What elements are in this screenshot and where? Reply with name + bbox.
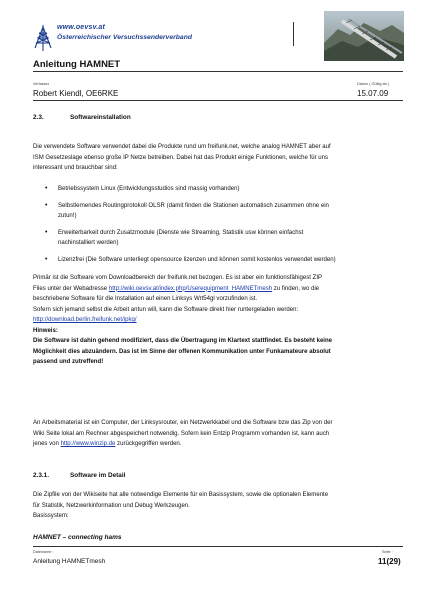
list-item-text: • Betriebssystem Linux (Entwicklungsstudios sind massig vorhanden) (58, 186, 240, 192)
list-item-text: • Selbstlernendes Routingprotokoll OLSR (damit finden die Stationen automatisch zusammen ohne ein (58, 202, 329, 209)
wiki-download-link[interactable]: http://wiki.oevsv.at/index.php/Userequipment_HAMNETmesh (108, 285, 273, 292)
hint-line: Möglichkeit dies abzuändern. Das ist im Sinne der offenen Kommunikation unter Funkamateure absolut (33, 348, 331, 355)
text-line: Die Zipfile von der Wikiseite hat alle notwendige Elemente für ein Basissystem, sowie die optionalen Elemente (33, 492, 329, 498)
intro-line: interessant und brauchbar sind: (33, 165, 118, 172)
feature-list (33, 184, 405, 271)
text-line: Sofern sich jemand selbst die Arbeit antun will, kann die Software direkt hier runtergeladen werden: (33, 306, 299, 313)
list-item-text: nachinstalliert werden) (58, 240, 119, 247)
org-name: Österreichischer Versuchssenderverband (57, 34, 192, 41)
document-title: Anleitung HAMNET (33, 59, 121, 70)
text-line: für Statistik, Netzwerkinformation und Debug Werkzeugen. (33, 502, 190, 509)
intro-line: ISM Gesetzeslage ebenso große IP Netze betreiben. Dabei hat das Produkt einige Funktionen, welche für uns (33, 154, 329, 161)
filename-value: Anleitung HAMNETmesh (33, 558, 106, 565)
section-title: Softwareinstallation (70, 114, 131, 121)
text-line (33, 315, 405, 326)
org-url: www.oevsv.at (57, 24, 106, 31)
title-rule (33, 71, 403, 72)
list-item (33, 184, 405, 195)
list-item (33, 201, 405, 222)
hint-line: Die Software ist dahin gehend modifiziert, dass die Übertragung im Klartext stattfindet. Es besteht keine (33, 338, 333, 345)
date-label: Datum ( Gültig ab ) (357, 82, 390, 86)
hint-label: Hinweis: (33, 327, 58, 334)
subsection-title: Software im Detail (70, 472, 126, 479)
text-line: An Arbeitsmaterial ist ein Computer, der Linksysrouter, ein Netzwerkkabel und die Software bzw das Zip von der (33, 420, 333, 426)
page-number: 11(29) (378, 557, 401, 566)
hint-line: passend und zutreffend! (33, 359, 104, 366)
subsection-number: 2.3.1. (33, 472, 49, 479)
list-item-text: • Lizenzfrei (Die Software unterliegt opensource lizenzen und können somit kostenlos verwendet werden) (58, 256, 336, 263)
detail-paragraph (33, 490, 405, 522)
text-line: Primär ist die Software vom Downloadbereich der freifunk.net bezogen. Es ist aber ein funktionsfähigest ZIP (33, 275, 323, 281)
list-item (33, 255, 405, 266)
author-value: Robert Kiendl, OE6RKE (33, 89, 119, 98)
list-item-text: • Erweiterbarkeit durch Zusatzmodule (Dienste wie Streaming, Statistik usw können einfachst (58, 229, 304, 236)
header-divider (293, 22, 294, 46)
text-line (33, 439, 405, 450)
text-line: Wiki Seite lokal am Rechner abgespeichert notwendig. Sofern kein Entzip Programm vorhanden ist, kann auch (33, 430, 330, 437)
materials-paragraph (33, 418, 405, 450)
filename-label: Dateiname : (33, 550, 54, 554)
footer-caption: HAMNET – connecting hams (33, 534, 122, 541)
page-label: Seite : (382, 550, 393, 554)
intro-paragraph (33, 142, 405, 174)
text-line (33, 284, 405, 295)
text-line: beschriebene Software für die Installation auf einen Linksys Wrt54gl vorzufinden ist. (33, 296, 258, 303)
oevsv-logo-icon (33, 24, 53, 52)
list-item-text: zutun!) (58, 213, 77, 220)
text-span: Files unter der Webadresse (33, 285, 109, 292)
winzip-link[interactable]: http://www.winzip.de (60, 441, 116, 448)
intro-line: Die verwendete Software verwendet dabei die Produkte rund um freifunk.net, welche analog HAMNET aber auf (33, 144, 331, 150)
header-photo-image (324, 11, 404, 61)
author-label: Verfasser (33, 82, 50, 86)
text-span: zu finden, wo die (272, 285, 320, 292)
freifunk-download-link[interactable]: http://download.berlin.freifunk.net/ipkg/ (33, 317, 137, 324)
section-number: 2.3. (33, 114, 44, 121)
text-span: zurückgegriffen werden. (115, 441, 182, 448)
footer-rule (33, 546, 403, 547)
list-item (33, 228, 405, 249)
download-paragraph (33, 273, 405, 368)
meta-rule (33, 100, 403, 101)
text-line: Basissystem: (33, 513, 69, 520)
date-value: 15.07.09 (357, 89, 389, 98)
text-span: jenes von (33, 441, 61, 448)
